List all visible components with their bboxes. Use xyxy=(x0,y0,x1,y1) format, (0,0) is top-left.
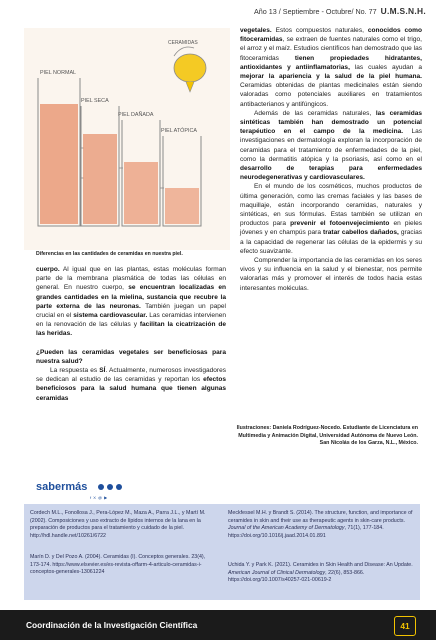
illustrations-credit xyxy=(234,425,418,448)
footer-text: Coordinación de la Investigación Científica xyxy=(26,620,198,630)
text-bold: las ceramidas sintéticas también han demostrado un potencial terapéutico en el campo de la medicina. xyxy=(240,109,422,136)
right-paragraph-3 xyxy=(240,182,422,256)
beaker-dry xyxy=(81,106,123,226)
text: gracias a la capacidad de regenerar las células de la epidermis y su efecto suavizante. xyxy=(240,229,422,255)
reference-1: Cordech M.L., Fonollosa J., Pera-López M., Maza A., Parra J.L., y Martí M. (2002). Composiciones y uso extracto de lípidos internos de la lana en la preparación de productos para el tratamiento y cuidado de la piel. http://hdl.handle.net/10261/6722 xyxy=(30,510,206,539)
beaker-atopic xyxy=(163,136,201,226)
page-header xyxy=(254,6,426,16)
label-skin-dry: PIEL SECA xyxy=(81,98,109,104)
right-paragraph-1 xyxy=(240,26,422,109)
page-number: 41 xyxy=(394,616,416,636)
text-bold: vegetales. xyxy=(240,27,272,34)
left-paragraph-2 xyxy=(36,366,226,403)
text: Estos compuestos naturales, xyxy=(271,27,368,34)
text: , se extraen de fuentes naturales como el trigo, el arroz y el maíz. Estudios científicos han demostrado que las fitoceramidas xyxy=(240,36,422,62)
label-skin-normal: PIEL NORMAL xyxy=(40,70,77,76)
left-column xyxy=(36,265,226,403)
text: También juegan un papel crucial en el xyxy=(36,302,226,320)
text: Las investigaciones en dermatología exploran la incorporación de ceramidas para el tratamiento de enfermedades de la piel, como la dermatitis atópica y la psoriasis, así como en el xyxy=(240,128,422,163)
issue-label: Año 13 / Septiembre - Octubre/ No. 77 xyxy=(254,7,377,16)
text-bold: facilitan la cicatrización de las heridas. xyxy=(36,321,226,338)
text: Uchida Y. y Park K. (2021). Ceramides in Skin Health and Disease: An Update. xyxy=(228,562,413,568)
label-skin-damaged: PIEL DAÑADA xyxy=(118,112,154,118)
logo-text: sabermás xyxy=(36,481,88,494)
university-label: U.M.S.N.H. xyxy=(380,6,426,16)
ceramides-illustration xyxy=(24,28,230,250)
text: Además de las ceramidas naturales, xyxy=(254,109,376,117)
text: , 22(6), 853-866. https://doi.org/10.1007/s40257-021-00619-2 xyxy=(228,569,365,583)
text-bold: SÍ xyxy=(99,367,106,375)
question-heading: ¿Pueden las ceramidas vegetales ser beneficiosas para nuestra salud? xyxy=(36,348,226,365)
journal-title: American Journal of Clinical Dermatology xyxy=(228,569,326,576)
text: Al igual que en las plantas, estas moléculas forman parte de la membrana plasmática de todas las células en general. En nuestro cuerpo, xyxy=(36,266,226,292)
text-bold: efectos beneficiosos para la salud humana que tienen algunas ceramidas xyxy=(36,376,226,402)
beakers-drawing xyxy=(24,28,230,250)
text-bold: se encuentran localizadas en grandes cantidades en la mielina, sustancia que recubre la parte externa de las neuronas. xyxy=(36,284,226,310)
text: en pieles jóvenes y en champús para xyxy=(240,220,422,237)
text: Las ceramidas intervienen en la renovación de las células y xyxy=(36,312,226,329)
text-bold: desarrollo de terapias para enfermedades neurodegenerativas y cardiovasculares. xyxy=(240,165,422,182)
text-bold: sistema cardiovascular. xyxy=(73,312,148,320)
text-bold: tratar cabellos dañados, xyxy=(323,229,399,237)
social-icons: f X @ ▶ xyxy=(90,495,108,500)
right-column xyxy=(240,26,422,293)
ceramide-dropper xyxy=(174,47,206,92)
label-ceramides: CERAMIDAS xyxy=(168,40,198,46)
text: las cuales ayudan a xyxy=(349,63,422,71)
text: , 71(1), 177-184. https://doi.org/10.1016/j.jaad.2014.01.891 xyxy=(228,525,384,539)
text-bold: conocidos como fitoceramidas xyxy=(240,27,422,44)
text-bold: tienen propiedades hidratantes, antioxidantes y antiinflamatorias, xyxy=(240,54,422,71)
left-paragraph-1 xyxy=(36,265,226,339)
credit-location: San Nicolás de los Garza, N.L., México. xyxy=(319,440,418,447)
section-question xyxy=(36,348,226,366)
credit-text: Daniela Rodríguez-Nocedo. Estudiante de Licenciatura en Multimedia y Animación Digital, Universidad Autónoma de Nuevo León. xyxy=(238,425,418,439)
text: La respuesta es xyxy=(50,367,100,375)
text-bold: prevenir el fotoenvejecimiento xyxy=(290,220,390,228)
reference-3 xyxy=(228,510,414,540)
references-box xyxy=(24,504,420,600)
figure-caption: Diferencias en las cantidades de ceramidas en nuestra piel. xyxy=(36,251,183,257)
beaker-damaged xyxy=(122,120,164,226)
beaker-normal xyxy=(38,78,84,226)
reference-2: Marín D. y Del Pozo A. (2004). Ceramidas (I). Conceptos generales. 23(4), 173-174. https://www.elsevier.es/es-revista-offarm-4-articulo-ceramidas-i-conceptos-generales-13061224 xyxy=(30,554,206,575)
right-paragraph-2 xyxy=(240,109,422,183)
text: Meckfessel M.H. y Brandt S. (2014). The structure, function, and importance of ceramides in skin and their use as therapeutic agents in skin-care products. xyxy=(228,510,413,524)
label-skin-atopic: PIEL ATÓPICA xyxy=(161,128,197,134)
text: . Actualmente, numerosos investigadores se dedican al estudio de las ceramidas y reportan los xyxy=(36,367,227,384)
text: Ceramidas obtenidas de plantas medicinales están siendo valoradas como potenciales auxiliares en tratamientos antibacterianos y antifúngicos. xyxy=(240,82,422,108)
logo-dots-icon xyxy=(98,477,125,495)
reference-4 xyxy=(228,562,414,585)
credit-label: Ilustraciones: xyxy=(236,425,272,431)
page-footer xyxy=(0,610,436,640)
journal-title: Journal of the American Academy of Dermatology xyxy=(228,525,345,531)
sabermas-logo xyxy=(36,477,176,497)
text: En el mundo de los cosméticos, muchos productos de última generación, como las cremas faciales y las bases de maquillaje, están incorporando ceramidas, naturales y sintéticas, en sus fórmulas. Estas también se utilizan en productos para xyxy=(240,183,422,228)
right-paragraph-4: Comprender la importancia de las ceramidas en los seres vivos y su influencia en la salud y el bienestar, nos permite valorarlas más y promover el interés de todos hacia estas interesantes moléculas. xyxy=(240,257,422,292)
text-bold: mejorar la apariencia y la salud de la piel humana. xyxy=(240,73,422,81)
text-bold: cuerpo. xyxy=(36,266,60,273)
